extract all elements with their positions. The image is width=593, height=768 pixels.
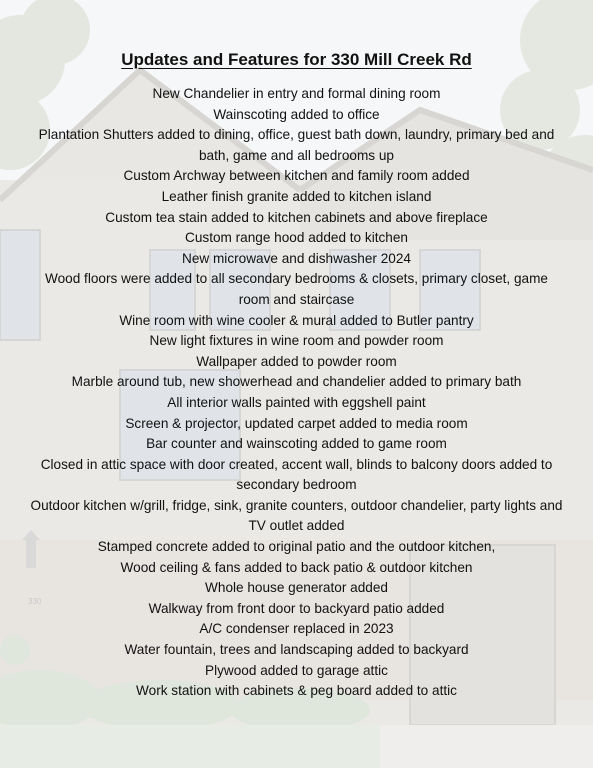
feature-item: New Chandelier in entry and formal dining room <box>152 86 441 101</box>
feature-item: Wine room with wine cooler & mural added to Butler pantry <box>119 312 474 328</box>
feature-item: Water fountain, trees and landscaping added to backyard <box>124 642 469 658</box>
feature-item: Closed in attic space with door created, accent wall, blinds to balcony doors added to secondary bedroom <box>40 456 553 493</box>
feature-item: Bar counter and wainscoting added to game room <box>146 436 447 452</box>
feature-item: Screen & projector, updated carpet added to media room <box>125 415 468 431</box>
feature-item: Walkway from front door to backyard patio added <box>148 600 445 616</box>
feature-item: Custom tea stain added to kitchen cabinets and above fireplace <box>105 209 488 225</box>
feature-item: A/C condenser replaced in 2023 <box>199 621 394 637</box>
feature-item: Plantation Shutters added to dining, office, guest bath down, laundry, primary bed and bath, game and all bedrooms up <box>38 127 555 163</box>
feature-item: Plywood added to garage attic <box>205 662 388 678</box>
feature-item: New light fixtures in wine room and powder room <box>149 333 444 349</box>
feature-item: New microwave and dishwasher 2024 <box>182 250 411 266</box>
feature-item: All interior walls painted with eggshell paint <box>167 394 426 410</box>
feature-item: Whole house generator added <box>205 580 388 596</box>
features-list <box>30 84 563 702</box>
feature-item: Work station with cabinets & peg board added to attic <box>136 683 457 699</box>
feature-item: Marble around tub, new showerhead and chandelier added to primary bath <box>71 374 522 390</box>
feature-item: Wood floors were added to all secondary bedrooms & closets, primary closet, game room and staircase <box>45 271 548 307</box>
document-title: Updates and Features for 330 Mill Creek Rd <box>121 50 472 69</box>
feature-item: Wainscoting added to office <box>213 106 380 122</box>
feature-item: Stamped concrete added to original patio and the outdoor kitchen, <box>97 539 496 555</box>
feature-item: Custom Archway between kitchen and family room added <box>123 168 470 184</box>
feature-item: Wallpaper added to powder room <box>196 353 397 369</box>
feature-item: Outdoor kitchen w/grill, fridge, sink, granite counters, outdoor chandelier, party lights and TV outlet added <box>30 497 563 534</box>
house-number: 330 <box>28 597 42 606</box>
feature-item: Wood ceiling & fans added to back patio & outdoor kitchen <box>120 559 473 575</box>
feature-item: Leather finish granite added to kitchen island <box>161 188 432 204</box>
feature-item: Custom range hood added to kitchen <box>185 230 408 246</box>
